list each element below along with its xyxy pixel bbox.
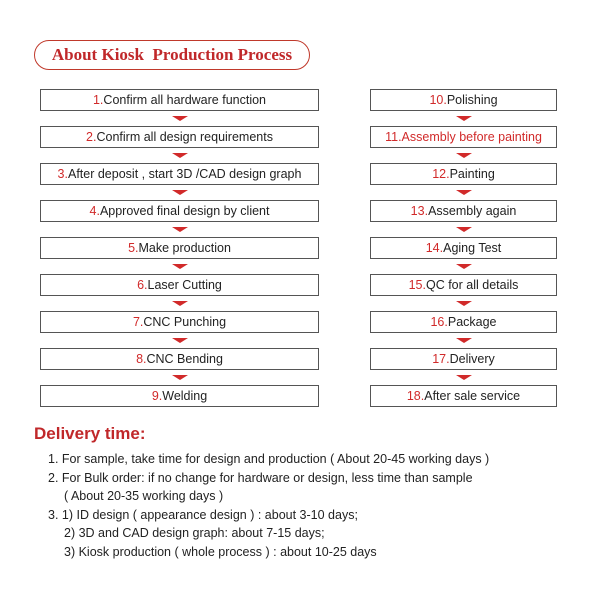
step-label: Polishing (446, 93, 498, 107)
delivery-line: 1. For sample, take time for design and production ( About 20-45 working days ) (48, 452, 490, 466)
step-number: 2. (86, 130, 97, 144)
step-number: 18. (406, 389, 425, 403)
step-number: 1. (92, 93, 104, 107)
process-step-10 (370, 89, 557, 111)
process-column-left (40, 89, 319, 407)
delivery-line: 3) Kiosk production ( whole process ) : about 10-25 days (64, 544, 377, 559)
down-arrow-icon (40, 148, 319, 163)
step-label: After deposit , start 3D /CAD design graph (67, 167, 302, 181)
step-label: Laser Cutting (147, 278, 222, 292)
step-number: 16. (430, 315, 448, 329)
process-step-18 (370, 385, 557, 407)
step-number: 17. (432, 352, 450, 366)
delivery-line: 2) 3D and CAD design graph: about 7-15 days; (64, 526, 325, 540)
down-arrow-icon (40, 296, 319, 311)
down-arrow-icon (370, 259, 557, 274)
down-arrow-icon (40, 185, 319, 200)
down-arrow-icon (370, 333, 557, 348)
step-number: 6. (137, 278, 148, 292)
delivery-line: 2. For Bulk order: if no change for hardware or design, less time than sample (48, 470, 473, 485)
down-arrow-icon (370, 111, 557, 126)
down-arrow-icon (40, 111, 319, 126)
step-number: 4. (89, 204, 100, 218)
step-label: Welding (162, 389, 208, 403)
down-arrow-icon (40, 370, 319, 385)
process-step-8 (40, 348, 319, 370)
down-arrow-icon (370, 222, 557, 237)
process-step-7 (40, 311, 319, 333)
process-step-14 (370, 237, 557, 259)
step-label: Painting (449, 167, 495, 181)
step-number: 5. (128, 241, 139, 255)
step-label: After sale service (424, 389, 521, 403)
step-label: Aging Test (443, 241, 502, 255)
down-arrow-icon (370, 370, 557, 385)
delivery-title: Delivery time: (34, 424, 146, 443)
process-step-17 (370, 348, 557, 370)
step-number: 15. (408, 278, 426, 292)
down-arrow-icon (40, 222, 319, 237)
step-label: Confirm all design requirements (96, 130, 273, 144)
down-arrow-icon (370, 296, 557, 311)
delivery-list (48, 450, 578, 561)
process-step-4 (40, 200, 319, 222)
page-title: About Kiosk Production Process (34, 40, 310, 70)
process-step-6 (40, 274, 319, 296)
process-step-5 (40, 237, 319, 259)
step-number: 7. (132, 315, 144, 329)
step-label: CNC Punching (143, 315, 227, 329)
delivery-line: ( About 20-35 working days ) (64, 489, 224, 503)
step-number: 14. (425, 241, 444, 255)
step-label: Delivery (449, 352, 495, 366)
step-number: 3. (57, 167, 68, 181)
process-step-16 (370, 311, 557, 333)
step-label: QC for all details (425, 278, 519, 292)
process-step-12 (370, 163, 557, 185)
step-number: 12. (432, 167, 450, 181)
step-label: Make production (138, 241, 231, 255)
step-number: 8. (136, 352, 147, 366)
step-number: 9. (151, 389, 163, 403)
step-number: 10. (429, 93, 447, 107)
delivery-line: 3. 1) ID design ( appearance design ) : about 3-10 days; (48, 507, 358, 522)
process-step-13 (370, 200, 557, 222)
process-step-2 (40, 126, 319, 148)
step-label: Approved final design by client (99, 204, 270, 218)
process-step-3 (40, 163, 319, 185)
process-step-1 (40, 89, 319, 111)
down-arrow-icon (40, 259, 319, 274)
step-number: 11. (385, 130, 402, 144)
step-label: Package (447, 315, 497, 329)
step-label: Assembly before painting (401, 130, 542, 144)
process-column-right (370, 89, 557, 407)
down-arrow-icon (40, 333, 319, 348)
down-arrow-icon (370, 185, 557, 200)
process-step-11 (370, 126, 557, 148)
step-label: Confirm all hardware function (103, 93, 266, 107)
step-number: 13. (410, 204, 429, 218)
down-arrow-icon (370, 148, 557, 163)
process-step-9 (40, 385, 319, 407)
step-label: CNC Bending (146, 352, 223, 366)
step-label: Assembly again (428, 204, 517, 218)
process-step-15 (370, 274, 557, 296)
